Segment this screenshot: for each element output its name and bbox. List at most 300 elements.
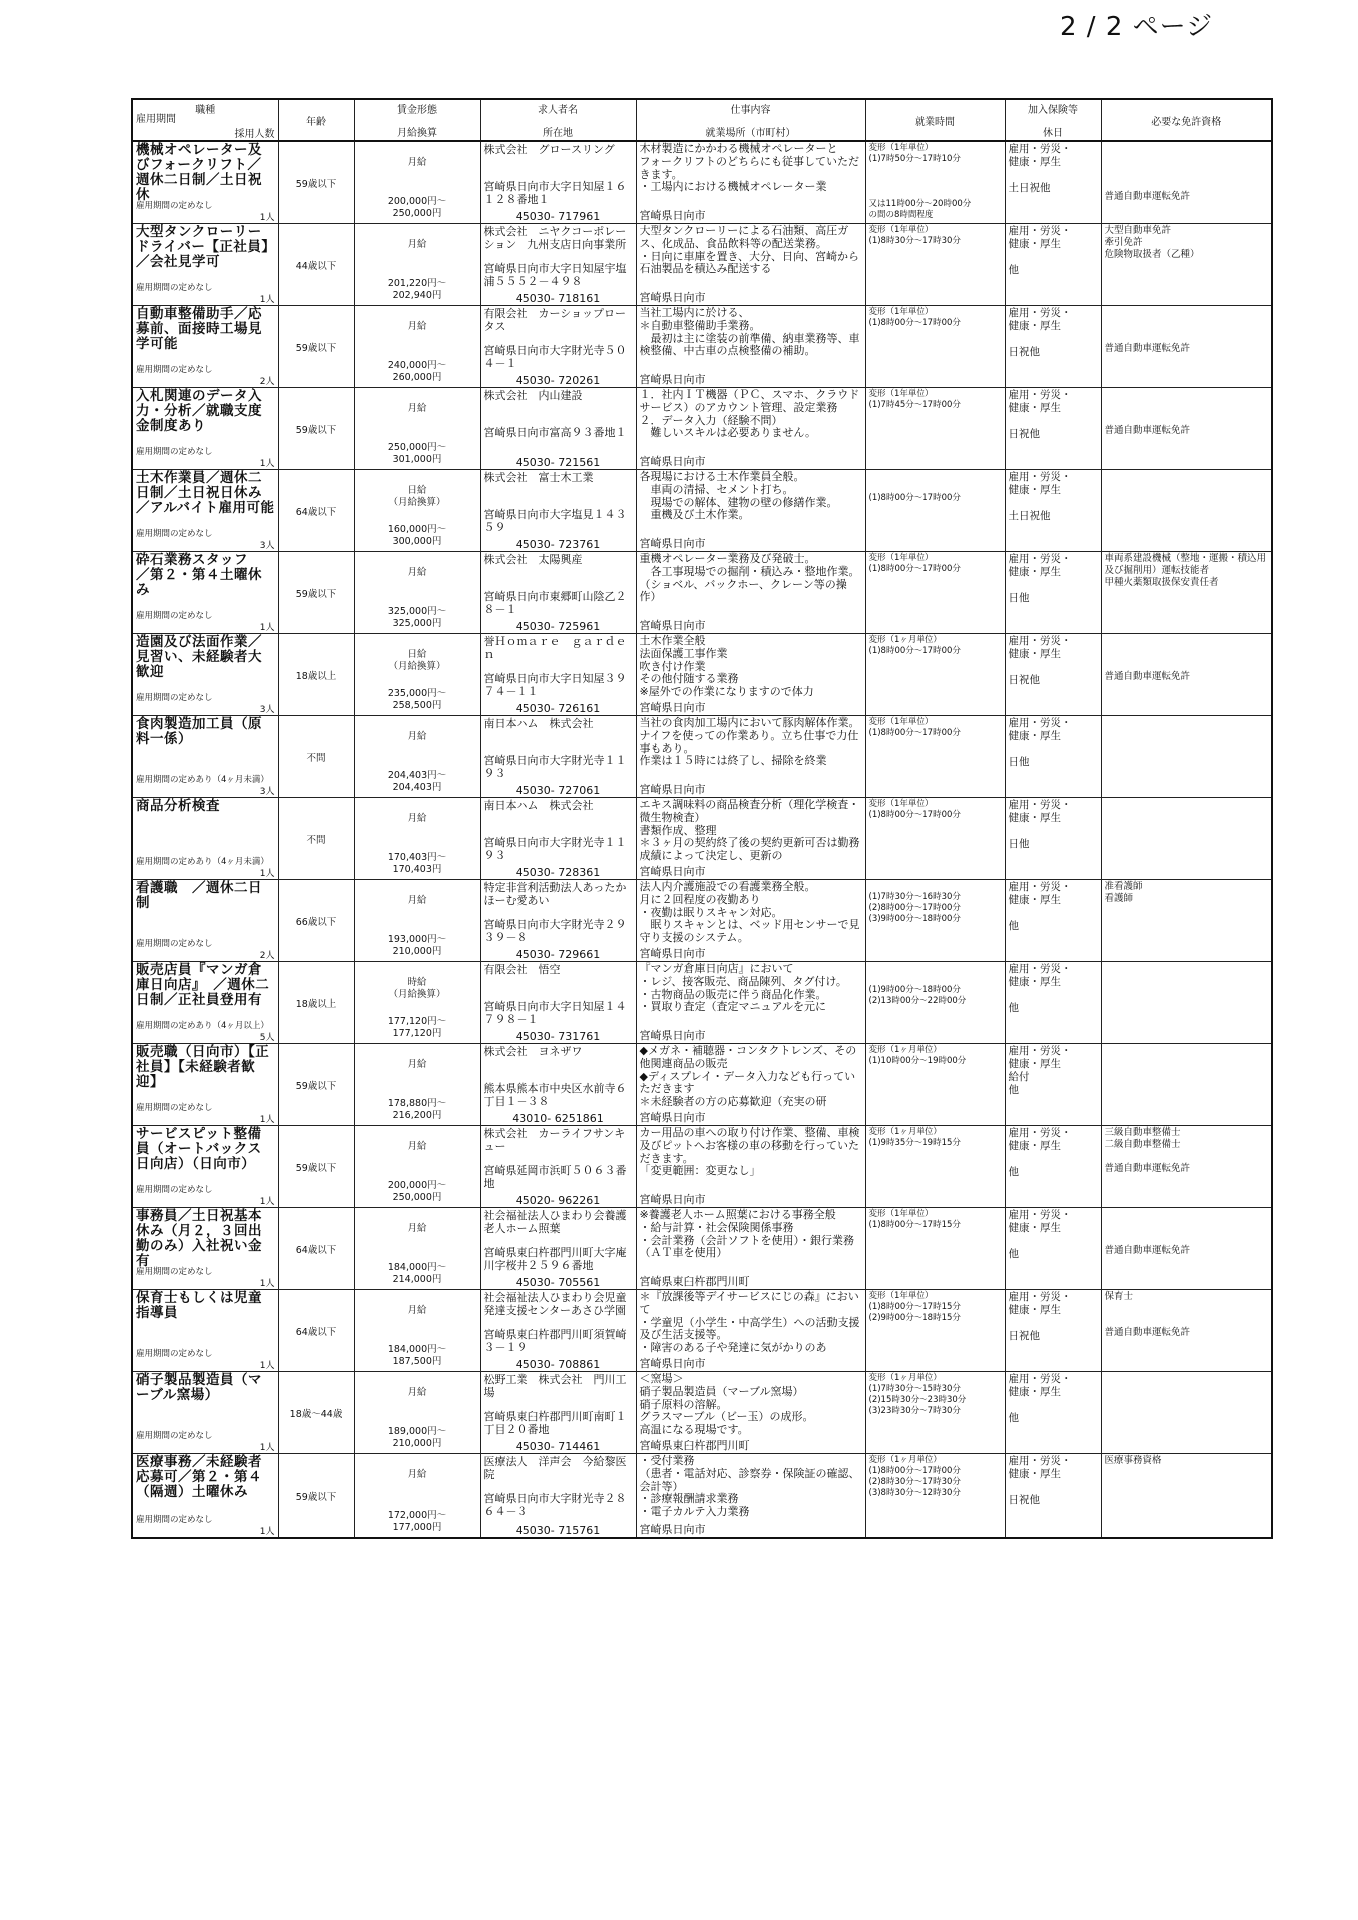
insurance: 雇用・労災・ 健康・厚生	[1008, 143, 1072, 168]
table-row	[132, 1208, 1272, 1290]
wage-range: 189,000円～ 210,000円	[387, 1426, 447, 1449]
insurance-cell	[1005, 141, 1101, 224]
hiring-count: 1人	[259, 1361, 275, 1371]
wage-form: 月給	[407, 157, 427, 168]
hiring-count: 1人	[259, 623, 275, 633]
employment-period: 雇用期間の定めあり（4ヶ月以上）	[136, 1021, 269, 1031]
wage-form: 月給	[407, 1223, 427, 1234]
holidays: 日祝他	[1008, 1494, 1040, 1506]
hours-cell	[865, 1454, 1005, 1539]
age-cell	[278, 1290, 354, 1372]
required-license: 大型自動車免許 牽引免許 危険物取扱者（乙種）	[1104, 225, 1200, 260]
content-cell	[636, 1126, 865, 1208]
hiring-count: 1人	[259, 1279, 275, 1289]
hiring-count: 1人	[259, 459, 275, 469]
work-hours: 変形（1ヶ月単位） (1)9時35分～19時15分	[868, 1127, 961, 1148]
job-code: 45020- 962261	[515, 1194, 601, 1207]
hours-cell	[865, 1044, 1005, 1126]
job-title: 自動車整備助手／応募前、面接時工場見学可能	[136, 306, 262, 352]
header-age	[278, 99, 354, 141]
job-title: 医療事務／未経験者応募可／第２・第４（隔週）土曜休み	[136, 1454, 262, 1500]
employer-cell	[480, 141, 636, 224]
header-holiday-label: 休日	[1043, 128, 1063, 139]
job-content: 各現場における土木作業員全般。 車両の清掃、セメント打ち。 現場での解体、建物の壁の修繕作業。 重機及び土木作業。	[639, 470, 838, 522]
work-location: 宮崎県日向市	[639, 1357, 706, 1371]
license-cell	[1101, 224, 1272, 306]
age-value: 66歳以下	[295, 916, 337, 928]
table-row	[132, 880, 1272, 962]
employment-period: 雇用期間の定めなし	[136, 1267, 213, 1277]
insurance: 雇用・労災・ 健康・厚生	[1008, 717, 1072, 742]
wage-form: 月給	[407, 239, 427, 250]
job-cell	[132, 1044, 278, 1126]
job-content: ＜窯場＞ 硝子製品製造員（マーブル窯場） 硝子原料の溶解。 グラスマーブル（ビー玉）の成形。 高温になる現場です。	[639, 1372, 814, 1437]
employer-name: 医療法人 洋声会 今給黎医院	[483, 1455, 627, 1481]
employer-cell	[480, 1208, 636, 1290]
work-location: 宮崎県日向市	[639, 701, 706, 715]
wage-cell	[354, 1372, 480, 1454]
work-hours: 変形（1年単位） (1)7時50分～17時10分	[868, 143, 961, 164]
wage-cell	[354, 962, 480, 1044]
wage-range: 184,000円～ 214,000円	[387, 1262, 447, 1285]
insurance-cell	[1005, 306, 1101, 388]
work-location: 宮崎県日向市	[639, 1523, 706, 1537]
age-value: 59歳以下	[295, 1080, 337, 1092]
hours-cell	[865, 552, 1005, 634]
content-cell	[636, 388, 865, 470]
job-content: カー用品の車への取り付け作業、整備、車検及びピットへお客様の車の移動を行っていただきます。 「変更範囲：変更なし」	[639, 1126, 860, 1178]
wage-cell	[354, 1454, 480, 1539]
header-license-label: 必要な免許資格	[1151, 116, 1222, 128]
employer-cell	[480, 1372, 636, 1454]
job-code: 45030- 714461	[515, 1440, 601, 1453]
age-cell	[278, 1208, 354, 1290]
license-cell	[1101, 1290, 1272, 1372]
employment-period: 雇用期間の定めなし	[136, 939, 213, 949]
age-value: 不問	[306, 752, 326, 764]
age-cell	[278, 224, 354, 306]
wage-cell	[354, 470, 480, 552]
age-value: 59歳以下	[295, 178, 337, 190]
age-value: 59歳以下	[295, 342, 337, 354]
job-code: 45030- 728361	[515, 866, 601, 879]
job-content: 当社の食肉加工場内において豚肉解体作業。 ナイフを使っての作業あり。立ち仕事で力仕事もあり。 作業は１５時には終了し、掃除を終業	[639, 716, 860, 768]
employer-address: 宮崎県日向市東郷町山陰乙２８－１	[483, 590, 627, 616]
age-cell	[278, 141, 354, 224]
wage-form: 月給	[407, 1059, 427, 1070]
job-cell	[132, 1290, 278, 1372]
job-cell	[132, 1372, 278, 1454]
insurance: 雇用・労災・ 健康・厚生	[1008, 1455, 1072, 1480]
work-location: 宮崎県日向市	[639, 537, 706, 551]
insurance-cell	[1005, 1044, 1101, 1126]
job-title: 食肉製造加工員（原料一係）	[136, 716, 262, 747]
employment-period: 雇用期間の定めなし	[136, 693, 213, 703]
hiring-count: 1人	[259, 869, 275, 879]
required-license: 普通自動車運転免許	[1104, 343, 1191, 354]
job-title: 機械オペレーター及びフォークリフト／週休二日制／土日祝休	[136, 142, 262, 203]
job-title: 商品分析検査	[136, 798, 220, 814]
hiring-count: 5人	[259, 1033, 275, 1043]
header-license	[1101, 99, 1272, 141]
age-cell	[278, 962, 354, 1044]
insurance: 雇用・労災・ 健康・厚生	[1008, 1373, 1072, 1398]
employment-period: 雇用期間の定めなし	[136, 1349, 213, 1359]
insurance: 雇用・労災・ 健康・厚生 給付 他	[1008, 1045, 1072, 1096]
insurance-cell	[1005, 962, 1101, 1044]
work-hours: 変形（1年単位） (1)8時00分～17時00分	[868, 799, 961, 820]
insurance-cell	[1005, 388, 1101, 470]
required-license: 三級自動車整備士 二級自動車整備士 普通自動車運転免許	[1104, 1127, 1191, 1174]
holidays: 他	[1008, 1412, 1019, 1424]
required-license: 普通自動車運転免許	[1104, 1245, 1191, 1256]
age-value: 59歳以下	[295, 1491, 337, 1503]
wage-form: 月給	[407, 403, 427, 414]
job-title: 販売店員『マンガ倉庫日向店』 ／週休二日制／正社員登用有	[136, 962, 270, 1008]
job-content: 重機オペレーター業務及び発破士。 各工事現場での掘削・積込み・整地作業。 （ショベル、バックホー、クレーン等の操作）	[639, 552, 860, 604]
required-license: 普通自動車運転免許	[1104, 425, 1191, 436]
work-location: 宮崎県日向市	[639, 947, 706, 961]
employer-cell	[480, 1290, 636, 1372]
wage-cell	[354, 306, 480, 388]
license-cell	[1101, 1208, 1272, 1290]
job-cell	[132, 306, 278, 388]
work-location: 宮崎県日向市	[639, 783, 706, 797]
work-location: 宮崎県日向市	[639, 209, 706, 223]
employment-period: 雇用期間の定めなし	[136, 201, 213, 211]
header-employer-address: 所在地	[543, 128, 573, 139]
header-job-title: 職種	[195, 105, 216, 116]
header-job	[132, 99, 278, 141]
hiring-count: 3人	[259, 541, 275, 551]
insurance: 雇用・労災・ 健康・厚生	[1008, 225, 1072, 250]
employment-period: 雇用期間の定めなし	[136, 1185, 213, 1195]
job-title: 造園及び法面作業／見習い、未経験者大歓迎	[136, 634, 262, 680]
employer-address: 宮崎県日向市大字日知屋１６１２８番地１	[483, 180, 627, 206]
employer-name: 松野工業 株式会社 門川工場	[483, 1373, 627, 1399]
table-row	[132, 224, 1272, 306]
holidays: 他	[1008, 1166, 1019, 1178]
age-value: 18歳以上	[295, 670, 337, 682]
header-insurance-label: 加入保険等	[1028, 105, 1078, 116]
work-hours: 変形（1年単位） (1)7時45分～17時00分	[868, 389, 961, 410]
employer-cell	[480, 1126, 636, 1208]
job-code: 45030- 726161	[515, 702, 601, 715]
content-cell	[636, 306, 865, 388]
age-value: 18歳～44歳	[289, 1408, 343, 1420]
wage-range: 160,000円～ 300,000円	[387, 524, 447, 547]
wage-form: 時給 （月給換算）	[388, 977, 446, 1000]
insurance-cell	[1005, 1290, 1101, 1372]
employer-name: 特定非営利活動法人あったかほーむ愛あい	[483, 881, 627, 907]
table-row	[132, 552, 1272, 634]
employment-period: 雇用期間の定めなし	[136, 1515, 213, 1525]
wage-range: 193,000円～ 210,000円	[387, 934, 447, 957]
hiring-count: 1人	[259, 1115, 275, 1125]
employer-address: 宮崎県日向市大字日知屋宇塩浦５５５２－４９８	[483, 262, 627, 288]
content-cell	[636, 141, 865, 224]
hours-cell	[865, 224, 1005, 306]
wage-form: 月給	[407, 895, 427, 906]
job-content: ※養護老人ホーム照葉における事務全般 ・給与計算・社会保険関係事務 ・会計業務（会計ソフトを使用）・銀行業務（ＡＴ車を使用）	[639, 1208, 854, 1260]
wage-cell	[354, 880, 480, 962]
employer-name: 社会福祉法人ひまわり会養護老人ホーム照葉	[483, 1209, 627, 1235]
wage-form: 月給	[407, 321, 427, 332]
license-cell	[1101, 552, 1272, 634]
age-cell	[278, 634, 354, 716]
employer-cell	[480, 634, 636, 716]
employer-address: 宮崎県日向市大字財光寺５０４－１	[483, 344, 627, 370]
employer-cell	[480, 224, 636, 306]
job-content: ＊『放課後等デイサービスにじの森』において ・学童児（小学生・中高学生）への活動支援及び生活支援等。 ・障害のある子や発達に気がかりのあ	[639, 1290, 860, 1355]
age-value: 59歳以下	[295, 1162, 337, 1174]
header-wage-form: 賃金形態	[397, 105, 437, 116]
work-hours: (1)7時30分～16時30分 (2)8時00分～17時00分 (3)9時00分～18時00分	[868, 892, 961, 924]
insurance: 雇用・労災・ 健康・厚生	[1008, 635, 1072, 660]
table-row	[132, 1454, 1272, 1539]
holidays: 土日祝他	[1008, 510, 1051, 522]
employer-address: 宮崎県日向市大字財光寺１１９３	[483, 836, 627, 862]
hiring-count: 2人	[259, 377, 275, 387]
age-value: 59歳以下	[295, 424, 337, 436]
work-hours: 変形（1ヶ月単位） (1)8時00分～17時00分	[868, 635, 961, 656]
job-cell	[132, 634, 278, 716]
wage-cell	[354, 1208, 480, 1290]
employer-name: 南日本ハム 株式会社	[483, 799, 594, 812]
insurance: 雇用・労災・ 健康・厚生	[1008, 1291, 1072, 1316]
license-cell	[1101, 716, 1272, 798]
age-cell	[278, 716, 354, 798]
job-code: 45030- 715761	[515, 1524, 601, 1537]
employer-address: 宮崎県日向市富高９３番地１	[483, 426, 627, 439]
employer-cell	[480, 552, 636, 634]
work-location: 宮崎県日向市	[639, 1029, 706, 1043]
job-cell	[132, 798, 278, 880]
holidays: 日祝他	[1008, 428, 1040, 440]
license-cell	[1101, 1126, 1272, 1208]
employer-cell	[480, 880, 636, 962]
table-row	[132, 634, 1272, 716]
hours-cell	[865, 798, 1005, 880]
work-hours: 変形（1年単位） (1)8時00分～17時00分	[868, 553, 961, 574]
age-cell	[278, 1454, 354, 1539]
wage-cell	[354, 634, 480, 716]
header-job-count: 採用人数	[234, 129, 275, 140]
age-value: 59歳以下	[295, 588, 337, 600]
job-code: 45030- 708861	[515, 1358, 601, 1371]
hours-cell	[865, 1372, 1005, 1454]
job-cell	[132, 388, 278, 470]
job-title: 事務員／土日祝基本休み（月２，３回出勤のみ）入社祝い金有	[136, 1208, 262, 1269]
table-row	[132, 388, 1272, 470]
insurance-cell	[1005, 552, 1101, 634]
job-cell	[132, 224, 278, 306]
employment-period: 雇用期間の定めなし	[136, 1431, 213, 1441]
job-content: 当社工場内に於ける、 ＊自動車整備助手業務。 最初は主に塗装の前準備、納車業務等、車検整備、中古車の点検整備の補助。	[639, 306, 860, 358]
header-employer	[480, 99, 636, 141]
table-header-row	[132, 99, 1272, 141]
holidays: 日他	[1008, 756, 1030, 768]
employer-name: 有限会社 悟空	[483, 963, 561, 976]
wage-cell	[354, 1044, 480, 1126]
wage-cell	[354, 798, 480, 880]
wage-form: 月給	[407, 1469, 427, 1480]
content-cell	[636, 716, 865, 798]
employment-period: 雇用期間の定めあり（4ヶ月未満）	[136, 857, 269, 867]
wage-cell	[354, 552, 480, 634]
wage-form: 日給 （月給換算）	[388, 649, 446, 672]
insurance-cell	[1005, 1208, 1101, 1290]
table-row	[132, 962, 1272, 1044]
content-cell	[636, 962, 865, 1044]
wage-range: 177,120円～ 177,120円	[387, 1016, 447, 1039]
table-row	[132, 470, 1272, 552]
hours-cell	[865, 141, 1005, 224]
employer-name: 株式会社 太陽興産	[483, 553, 583, 566]
work-location: 宮崎県日向市	[639, 455, 706, 469]
header-insurance	[1005, 99, 1101, 141]
employer-name: 株式会社 内山建設	[483, 389, 583, 402]
job-content: １．社内ＩＴ機器（ＰＣ、スマホ、クラウドサービス）のアカウント管理、設定業務 ２．データ入力（経験不問） 難しいスキルは必要ありません。	[639, 388, 860, 440]
header-content	[636, 99, 865, 141]
work-hours: 変形（1年単位） (1)8時00分～17時15分	[868, 1209, 961, 1230]
wage-range: 250,000円～ 301,000円	[387, 442, 447, 465]
hiring-count: 1人	[259, 1527, 275, 1537]
content-cell	[636, 224, 865, 306]
job-code: 45030- 731761	[515, 1030, 601, 1043]
job-code: 45030- 705561	[515, 1276, 601, 1289]
work-location: 宮崎県日向市	[639, 1111, 706, 1125]
job-content: 法人内介護施設での看護業務全般。 月に２回程度の夜勤あり ・夜勤は眠りスキャン対応。 眠りスキャンとは、ベッド用センサーで見守り支援のシステム。	[639, 880, 860, 945]
header-wage-monthly: 月給換算	[397, 128, 437, 139]
header-content-label: 仕事内容	[730, 105, 771, 116]
license-cell	[1101, 1454, 1272, 1539]
license-cell	[1101, 470, 1272, 552]
job-content: 木材製造にかかわる機械オペレーターと フォークリフトのどちらにも従事していただきます。 ・工場内における機械オペレーター業	[639, 142, 859, 194]
insurance: 雇用・労災・ 健康・厚生	[1008, 307, 1072, 332]
insurance-cell	[1005, 470, 1101, 552]
wage-cell	[354, 716, 480, 798]
job-code: 45030- 720261	[515, 374, 601, 387]
holidays: 日祝他	[1008, 1330, 1040, 1342]
employer-name: 株式会社 グロースリング	[483, 143, 615, 156]
wage-cell	[354, 141, 480, 224]
work-location: 宮崎県日向市	[639, 1193, 706, 1207]
wage-range: 200,000円～ 250,000円	[387, 1180, 447, 1203]
employer-address: 宮崎県日向市大字財光寺２８６４－３	[483, 1492, 627, 1518]
hiring-count: 3人	[259, 705, 275, 715]
license-cell	[1101, 962, 1272, 1044]
age-value: 不問	[306, 834, 326, 846]
wage-cell	[354, 388, 480, 470]
license-cell	[1101, 880, 1272, 962]
age-cell	[278, 306, 354, 388]
content-cell	[636, 1454, 865, 1539]
holidays: 日祝他	[1008, 674, 1040, 686]
work-location: 宮崎県日向市	[639, 865, 706, 879]
holidays: 他	[1008, 1248, 1019, 1260]
insurance: 雇用・労災・ 健康・厚生	[1008, 471, 1072, 496]
work-hours-note: 又は11時00分～20時00分 の間の8時間程度	[868, 199, 972, 220]
job-cell	[132, 880, 278, 962]
hiring-count: 3人	[259, 787, 275, 797]
age-cell	[278, 798, 354, 880]
hours-cell	[865, 880, 1005, 962]
work-hours: 変形（1年単位） (1)8時30分～17時30分	[868, 225, 961, 246]
employer-name: 株式会社 ニヤクコーポレーション 九州支店日向事業所	[483, 225, 627, 251]
wage-form: 日給 （月給換算）	[388, 485, 446, 508]
insurance-cell	[1005, 634, 1101, 716]
job-code: 45030- 729661	[515, 948, 601, 961]
job-title: 大型タンクローリードライバー【正社員】／会社見学可	[136, 224, 269, 270]
wage-range: 325,000円～ 325,000円	[387, 606, 447, 629]
employment-period: 雇用期間の定めあり（4ヶ月未満）	[136, 775, 269, 785]
job-content: ・受付業務 （患者・電話対応、診察券・保険証の確認、会計等） ・診療報酬請求業務 ・電子カルテ入力業務	[639, 1454, 860, 1519]
job-title: 砕石業務スタッフ ／第２・第４土曜休み	[136, 552, 262, 598]
employment-period: 雇用期間の定めなし	[136, 611, 213, 621]
job-code: 45030- 727061	[515, 784, 601, 797]
employer-name: 誉Ｈｏｍａｒｅ ｇａｒｄｅｎ	[483, 635, 627, 661]
job-title: 販売職（日向市）【正社員】【未経験者歓迎】	[136, 1044, 270, 1090]
license-cell	[1101, 1372, 1272, 1454]
employment-period: 雇用期間の定めなし	[136, 1103, 213, 1113]
employer-address: 宮崎県日向市大字日知屋３９７４－１１	[483, 672, 627, 698]
employer-name: 有限会社 カーショップロータス	[483, 307, 627, 333]
insurance-cell	[1005, 1126, 1101, 1208]
wage-range: 235,000円～ 258,500円	[387, 688, 447, 711]
employer-cell	[480, 1454, 636, 1539]
table-row	[132, 1126, 1272, 1208]
employer-name: 株式会社 カーライフサンキュー	[483, 1127, 626, 1153]
header-employer-name: 求人者名	[538, 105, 578, 116]
required-license: 准看護師 看護師	[1104, 881, 1143, 904]
header-hours-label: 就業時間	[915, 116, 955, 128]
header-age-label: 年齢	[306, 116, 326, 128]
wage-range: 204,403円～ 204,403円	[387, 770, 447, 793]
work-hours: 変形（1年単位） (1)8時00分～17時00分	[868, 307, 961, 328]
work-location: 宮崎県日向市	[639, 619, 706, 633]
content-cell	[636, 880, 865, 962]
job-cell	[132, 716, 278, 798]
work-hours: 変形（1ヶ月単位） (1)8時00分～17時00分 (2)8時30分～17時30分 (3)8時30分～12時30分	[868, 1455, 961, 1498]
work-hours: 変形（1年単位） (1)8時00分～17時15分 (2)9時00分～18時15分	[868, 1291, 961, 1323]
employment-period: 雇用期間の定めなし	[136, 529, 213, 539]
table-row	[132, 1372, 1272, 1454]
required-license: 車両系建設機械（整地・運搬・積込用及び掘削用）運転技能者 甲種火薬類取扱保安責任者	[1104, 553, 1267, 588]
wage-form: 月給	[407, 1387, 427, 1398]
age-cell	[278, 470, 354, 552]
hiring-count: 2人	[259, 951, 275, 961]
work-hours: (1)9時00分～18時00分 (2)13時00分～22時00分	[868, 985, 967, 1006]
holidays: 日他	[1008, 592, 1030, 604]
content-cell	[636, 634, 865, 716]
wage-range: 201,220円～ 202,940円	[387, 278, 447, 301]
employer-address: 宮崎県東臼杵郡門川町須賀崎３－１９	[483, 1328, 627, 1354]
wage-cell	[354, 224, 480, 306]
hiring-count: 1人	[259, 295, 275, 305]
license-cell	[1101, 388, 1272, 470]
page-number: 2 / 2 ページ	[1060, 12, 1214, 42]
insurance-cell	[1005, 1454, 1101, 1539]
age-value: 18歳以上	[295, 998, 337, 1010]
job-cell	[132, 141, 278, 224]
job-cell	[132, 962, 278, 1044]
work-hours: (1)8時00分～17時00分	[868, 493, 961, 503]
employer-cell	[480, 470, 636, 552]
required-license: 普通自動車運転免許	[1104, 671, 1191, 682]
work-location: 宮崎県東臼杵郡門川町	[639, 1275, 750, 1289]
job-title: 看護職 ／週休二日制	[136, 880, 262, 911]
